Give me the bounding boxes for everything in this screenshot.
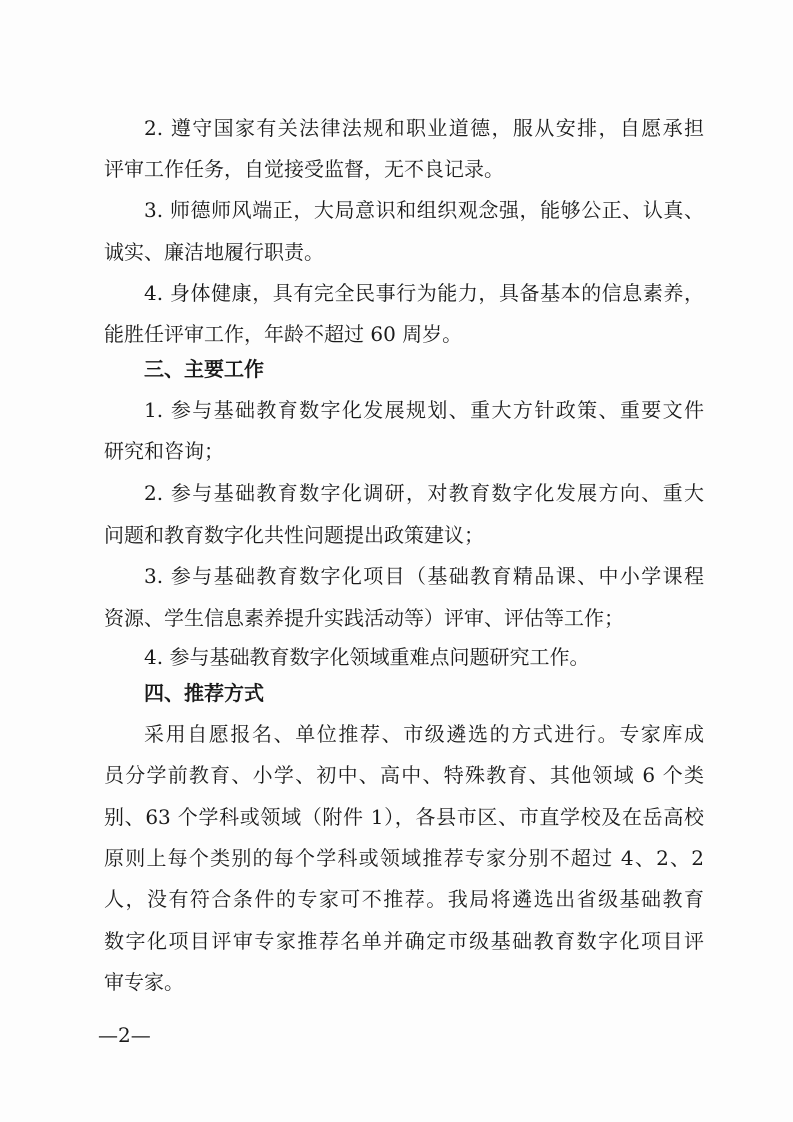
text-line: 3. 参与基础教育数字化项目（基础教育精品课、中小学课程 xyxy=(144,564,704,588)
text-line: 能胜任评审工作，年龄不超过 60 周岁。 xyxy=(104,322,463,346)
text-line: 资源、学生信息素养提升实践活动等）评审、评估等工作； xyxy=(104,606,624,630)
text-line: 别、63 个学科或领域（附件 1），各县市区、市直学校及在岳高校 xyxy=(104,805,704,829)
text-line: 员分学前教育、小学、初中、高中、特殊教育、其他领域 6 个类 xyxy=(104,763,704,787)
text-line: 2. 遵守国家有关法律法规和职业道德，服从安排，自愿承担 xyxy=(144,116,704,140)
text-line: 审专家。 xyxy=(104,970,184,994)
text-line: 采用自愿报名、单位推荐、市级遴选的方式进行。专家库成 xyxy=(144,722,704,746)
page-number: —2— xyxy=(98,1023,151,1047)
text-line: 1. 参与基础教育数字化发展规划、重大方针政策、重要文件 xyxy=(144,398,704,422)
text-line: 原则上每个类别的每个学科或领域推荐专家分别不超过 4、2、2 xyxy=(104,846,704,870)
text-line: 4. 参与基础教育数字化领域重难点问题研究工作。 xyxy=(144,645,590,669)
section-heading: 四、推荐方式 xyxy=(144,681,264,705)
text-line: 研究和咨询； xyxy=(104,439,224,463)
text-line: 数字化项目评审专家推荐名单并确定市级基础教育数字化项目评 xyxy=(104,929,704,953)
text-line: 评审工作任务，自觉接受监督，无不良记录。 xyxy=(104,157,504,181)
text-line: 人，没有符合条件的专家可不推荐。我局将遴选出省级基础教育 xyxy=(104,887,704,911)
text-line: 3. 师德师风端正，大局意识和组织观念强，能够公正、认真、 xyxy=(144,198,704,222)
text-line: 4. 身体健康，具有完全民事行为能力，具备基本的信息素养， xyxy=(144,281,704,305)
text-line: 问题和教育数字化共性问题提出政策建议； xyxy=(104,523,484,547)
section-heading: 三、主要工作 xyxy=(144,357,264,381)
text-line: 2. 参与基础教育数字化调研，对教育数字化发展方向、重大 xyxy=(144,481,704,505)
text-line: 诚实、廉洁地履行职责。 xyxy=(104,240,324,264)
